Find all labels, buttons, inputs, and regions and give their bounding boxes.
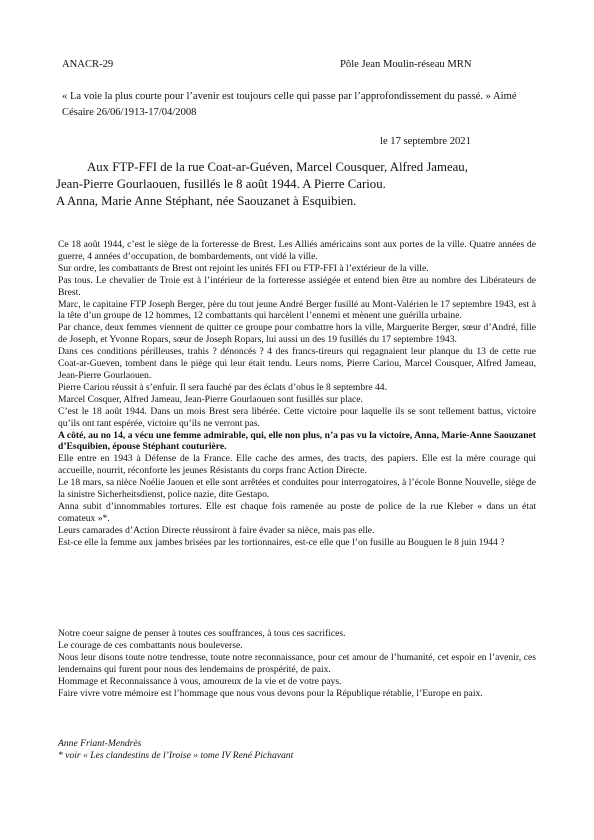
footnote: * voir « Les clandestins de l’Iroise » tome IV René Pichavant <box>58 750 294 761</box>
body-paragraph: Est-ce elle la femme aux jambes brisées par les tortionnaires, est-ce elle que l’on fusille au Bouguen le 8 juin 1944 ? <box>58 536 505 548</box>
body-paragraph: Leurs camarades d’Action Directe réussiront à faire évader sa nièce, mais pas elle. <box>58 524 375 536</box>
body-paragraph: C’est le 18 août 1944. Dans un mois Brest sera libérée. Cette victoire pour laquelle ils se sont tellement battus, victoire qu’ils ont tant espérée, victoire qu’ils ne verront pas. <box>58 405 536 429</box>
body-paragraph: Pierre Cariou réussit à s’enfuir. Il sera fauché par des éclats d’obus le 8 septembre 44. <box>58 381 388 393</box>
closing-paragraph: Nous leur disons toute notre tendresse, toute notre reconnaissance, pour cet amour de l’humanité, cet espoir en l’avenir, ces lendemains qui furent pour nous des lendemains de prospérité, de paix. <box>58 651 536 675</box>
body-paragraph: Elle entre en 1943 à Défense de la France. Elle cache des armes, des tracts, des papiers. Elle est la mère courage qui accueille, nourrit, réconforte les jeunes Résistants du corps franc Action Directe. <box>58 453 536 477</box>
dedication <box>56 159 546 210</box>
dedication-line-3: A Anna, Marie Anne Stéphant, née Saouzanet à Esquibien. <box>56 194 357 208</box>
body-paragraph: Le 18 mars, sa nièce Noélie Jaouen et elle sont arrêtées et conduites pour interrogatoires, à l’école Bonne Nouvelle, siège de la sinistre Sicherheitsdienst, police nazie, dite Gestapo. <box>58 477 536 501</box>
body-paragraph: Marc, le capitaine FTP Joseph Berger, père du tout jeune André Berger fusillé au Mont-Valérien le 17 septembre 1943, est à la tête d’un groupe de 12 hommes, 12 combattants qui harcèlent l’ennemi et mènent une guérilla urbaine. <box>58 298 536 322</box>
header-network: Pôle Jean Moulin-réseau MRN <box>340 59 472 70</box>
closing-paragraph: Faire vivre votre mémoire est l’hommage que nous vous devons pour la République rétablie, l’Europe en paix. <box>58 687 483 699</box>
closing-paragraph: Hommage et Reconnaissance à vous, amoureux de la vie et de votre pays. <box>58 675 342 687</box>
body-paragraph: Marcel Cosquer, Alfred Jameau, Jean-Pierre Gourlaouen sont fusillés sur place. <box>58 393 363 405</box>
letter-date: le 17 septembre 2021 <box>380 136 471 147</box>
body-paragraph: Ce 18 août 1944, c’est le siège de la forteresse de Brest. Les Alliés américains sont aux portes de la ville. Quatre années de guerre, 4 années d’occupation, de bombardements, ont vidé la ville. <box>58 239 536 262</box>
body-paragraph: Dans ces conditions périlleuses, trahis ? dénoncés ? 4 des francs-tireurs qui regagnaient leur planque du 13 de cette rue Coat-ar-Gueven, tombent dans le piège qui leur était tendu. Leurs noms, Pierre Cariou, Marcel Cousquer, Alfred Jameau, Jean-Pierre Gourlaouen. <box>58 346 536 381</box>
body-text <box>58 239 536 549</box>
body-paragraph: Pas tous. Le chevalier de Troie est à l’intérieur de la forteresse assiégée et entend bien être au nombre des Libérateurs de Brest. <box>58 274 536 298</box>
dedication-line-1: Aux FTP-FFI de la rue Coat-ar-Guéven, Marcel Cousquer, Alfred Jameau, <box>87 160 468 174</box>
body-paragraph: Anna subit d’innommables tortures. Elle est chaque fois ramenée au poste de police de la rue Kleber « dans un état comateux »*. <box>58 500 536 524</box>
body-highlight-paragraph: A côté, au no 14, a vécu une femme admirable, qui, elle non plus, n’a pas vu la victoire, Anna, Marie-Anne Saouzanet d’Esquibien, épouse Stéphant couturière. <box>58 429 536 453</box>
closing-text <box>58 628 536 699</box>
closing-paragraph: Le courage de ces combattants nous bouleverse. <box>58 639 243 651</box>
body-paragraph: Sur ordre, les combattants de Brest ont rejoint les unités FFI ou FTP-FFI à l’extérieur de la ville. <box>58 262 429 274</box>
body-paragraph: Par chance, deux femmes viennent de quitter ce groupe pour combattre hors la ville, Marguerite Berger, sœur d’André, fille de Joseph, et Yvonne Ropars, sœur de Joseph Ropars, lui aussi un des 19 fusillés du 17 septembre 1943. <box>58 322 536 346</box>
author-signature: Anne Friant-Mendrès <box>58 738 142 749</box>
header-organization: ANACR-29 <box>62 59 114 70</box>
dedication-line-2: Jean-Pierre Gourlaouen, fusillés le 8 août 1944. A Pierre Cariou. <box>56 177 386 191</box>
epigraph-quote: « La voie la plus courte pour l’avenir est toujours celle qui passe par l’approfondissement du passé. » Aimé Césaire 26/06/1913-17/04/2008 <box>62 91 517 118</box>
closing-paragraph: Notre coeur saigne de penser à toutes ces souffrances, à tous ces sacrifices. <box>58 628 346 639</box>
